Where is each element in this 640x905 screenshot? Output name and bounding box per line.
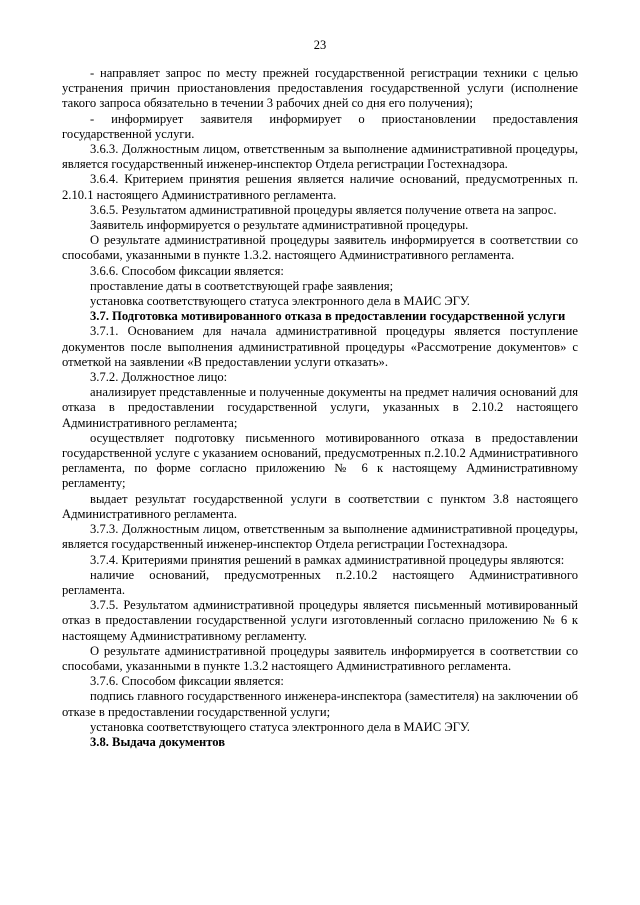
paragraph: 3.6.3. Должностным лицом, ответственным за выполнение административной процедуры, является государственный инженер-инспектор Отдела регистрации Гостехнадзора. xyxy=(62,142,578,172)
paragraph: 3.6.4. Критерием принятия решения является наличие оснований, предусмотренных п. 2.10.1 настоящего Административного регламента. xyxy=(62,172,578,202)
paragraph: О результате административной процедуры заявитель информируется в соответствии со способами, указанными в пункте 1.3.2. настоящего Административного регламента. xyxy=(62,233,578,263)
paragraph: наличие оснований, предусмотренных п.2.10.2 настоящего Административного регламента. xyxy=(62,567,578,597)
paragraph: - направляет запрос по месту прежней государственной регистрации техники с целью устранения причин приостановления предоставления государственной услуги (исполнение такого запроса обязательно в течении 3 рабочих дней со дня его получения); xyxy=(62,66,578,111)
paragraph: Заявитель информируется о результате административной процедуры. xyxy=(90,218,469,233)
paragraph: установка соответствующего статуса электронного дела в МАИС ЭГУ. xyxy=(90,719,470,734)
paragraph: осуществляет подготовку письменного мотивированного отказа в предоставлении государственной услуге с указанием оснований, предусмотренных п.2.10.2 Административного регламента, по форме согласно приложению № 6 к настоящему Административному регламенту; xyxy=(62,430,578,491)
paragraph: 3.7.6. Способом фиксации является: xyxy=(90,674,284,689)
paragraph: О результате административной процедуры заявитель информируется в соответствии со способами, указанными в пункте 1.3.2 настоящего Административного регламента. xyxy=(62,643,578,673)
paragraph: установка соответствующего статуса электронного дела в МАИС ЭГУ. xyxy=(90,294,470,309)
paragraph: проставление даты в соответствующей графе заявления; xyxy=(90,278,394,293)
paragraph: 3.7.4. Критериями принятия решений в рамках административной процедуры являются: xyxy=(90,552,565,567)
section-heading: 3.7. Подготовка мотивированного отказа в предоставлении государственной услуги xyxy=(90,309,566,324)
document-body xyxy=(62,66,578,750)
paragraph: 3.7.3. Должностным лицом, ответственным за выполнение административной процедуры, является государственный инженер-инспектор Отдела регистрации Гостехнадзора. xyxy=(62,522,578,552)
paragraph: 3.7.5. Результатом административной процедуры является письменный мотивированный отказ в предоставлении государственной услуги изготовленный согласно приложению № 6 к настоящему Административному регламенту. xyxy=(62,598,578,643)
paragraph: 3.7.2. Должностное лицо: xyxy=(90,370,228,385)
paragraph: 3.6.5. Результатом административной процедуры является получение ответа на запрос. xyxy=(90,202,557,217)
paragraph: - информирует заявителя информирует о приостановлении предоставления государственной услуги. xyxy=(62,111,578,141)
paragraph: 3.7.1. Основанием для начала административной процедуры является поступление документов после выполнения административной процедуры «Рассмотрение документов» с отметкой на заявлении «В предоставлении услуги отказать». xyxy=(62,324,578,369)
paragraph: выдает результат государственной услуги в соответствии с пунктом 3.8 настоящего Административного регламента. xyxy=(62,491,578,521)
paragraph: 3.6.6. Способом фиксации является: xyxy=(90,263,284,278)
paragraph: подпись главного государственного инженера-инспектора (заместителя) на заключении об отказе в предоставлении государственной услуги; xyxy=(62,689,578,719)
section-heading: 3.8. Выдача документов xyxy=(90,734,226,749)
paragraph: анализирует представленные и полученные документы на предмет наличия оснований для отказа в предоставлении государственной услуги, указанных в 2.10.2 настоящего Административного регламента; xyxy=(62,385,578,430)
page-number: 23 xyxy=(313,38,327,52)
